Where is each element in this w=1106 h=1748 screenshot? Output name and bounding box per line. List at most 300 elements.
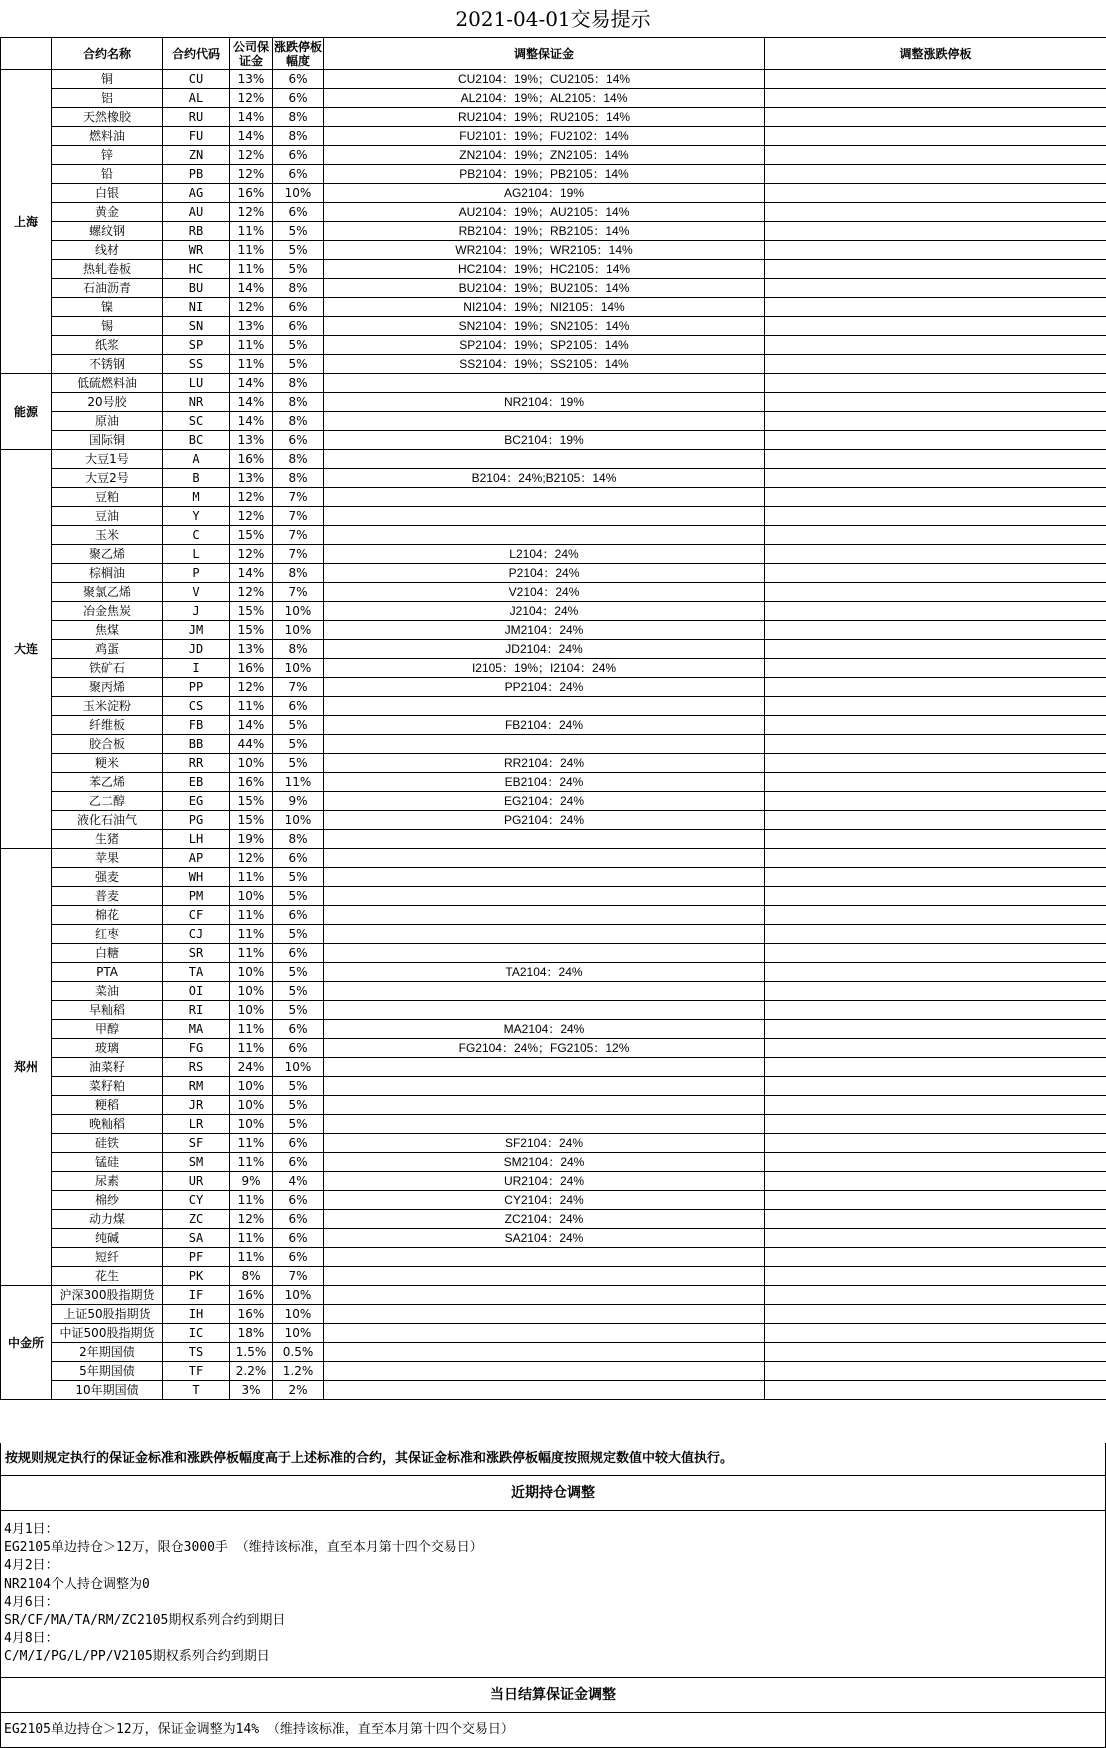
table-row [1, 298, 1106, 317]
margin-cell: 24% [230, 1058, 273, 1077]
contract-code-cell: BB [163, 735, 230, 754]
contract-name-cell: 短纤 [52, 1248, 163, 1267]
contract-name-cell: 豆油 [52, 507, 163, 526]
limit-cell: 8% [273, 127, 324, 146]
adjusted-limit-cell [765, 355, 1106, 374]
adjusted-limit-cell [765, 906, 1106, 925]
adjusted-margin-cell [324, 412, 765, 431]
contract-code-cell: WH [163, 868, 230, 887]
contract-code-cell: EB [163, 773, 230, 792]
adjusted-margin-cell [324, 1286, 765, 1305]
limit-cell: 5% [273, 355, 324, 374]
limit-cell: 8% [273, 374, 324, 393]
adjusted-margin-cell: PG2104：24% [324, 811, 765, 830]
table-row [1, 792, 1106, 811]
margin-cell: 12% [230, 89, 273, 108]
margin-cell: 10% [230, 754, 273, 773]
adjusted-limit-cell [765, 260, 1106, 279]
table-row [1, 1115, 1106, 1134]
table-row [1, 1286, 1106, 1305]
adjusted-margin-cell: AL2104：19%；AL2105：14% [324, 89, 765, 108]
limit-cell: 7% [273, 545, 324, 564]
adjusted-limit-cell [765, 279, 1106, 298]
limit-cell: 11% [273, 773, 324, 792]
adjusted-limit-cell [765, 1248, 1106, 1267]
adjusted-margin-cell: MA2104：24% [324, 1020, 765, 1039]
margin-cell: 11% [230, 1153, 273, 1172]
adjusted-limit-cell [765, 1077, 1106, 1096]
contract-code-cell: AP [163, 849, 230, 868]
contract-name-cell: 锰硅 [52, 1153, 163, 1172]
table-row [1, 887, 1106, 906]
contract-code-cell: TF [163, 1362, 230, 1381]
table-row [1, 564, 1106, 583]
adjusted-limit-cell [765, 1362, 1106, 1381]
adjusted-limit-cell [765, 488, 1106, 507]
contract-code-cell: L [163, 545, 230, 564]
notes-section [0, 1443, 1106, 1748]
contract-code-cell: P [163, 564, 230, 583]
contract-name-cell: 棉花 [52, 906, 163, 925]
margin-cell: 12% [230, 507, 273, 526]
adjusted-margin-cell [324, 1001, 765, 1020]
contract-name-cell: 聚乙烯 [52, 545, 163, 564]
table-row [1, 754, 1106, 773]
limit-cell: 5% [273, 716, 324, 735]
margin-cell: 13% [230, 431, 273, 450]
table-row [1, 1381, 1106, 1400]
header-company-margin: 公司保证金 [230, 38, 273, 70]
note-line: EG2105单边持仓＞12万，保证金调整为14% （维持该标准，直至本月第十四个交易日） [4, 1721, 1105, 1739]
contract-name-cell: 石油沥青 [52, 279, 163, 298]
adjusted-limit-cell [765, 108, 1106, 127]
limit-cell: 5% [273, 241, 324, 260]
table-row [1, 469, 1106, 488]
adjusted-margin-cell: I2105：19%；I2104：24% [324, 659, 765, 678]
adjusted-margin-cell [324, 1058, 765, 1077]
limit-cell: 8% [273, 469, 324, 488]
table-row [1, 1058, 1106, 1077]
exchange-cell: 郑州 [1, 849, 52, 1286]
margin-cell: 16% [230, 659, 273, 678]
margin-cell: 13% [230, 317, 273, 336]
table-row [1, 431, 1106, 450]
margin-cell: 11% [230, 1020, 273, 1039]
adjusted-margin-cell: L2104：24% [324, 545, 765, 564]
table-row [1, 697, 1106, 716]
exchange-cell: 大连 [1, 450, 52, 849]
adjusted-margin-cell: NI2104：19%；NI2105：14% [324, 298, 765, 317]
margin-cell: 12% [230, 1210, 273, 1229]
adjusted-limit-cell [765, 1096, 1106, 1115]
margin-cell: 44% [230, 735, 273, 754]
limit-cell: 10% [273, 659, 324, 678]
margin-cell: 2.2% [230, 1362, 273, 1381]
contract-name-cell: 沪深300股指期货 [52, 1286, 163, 1305]
contract-code-cell: V [163, 583, 230, 602]
table-row [1, 621, 1106, 640]
contract-code-cell: MA [163, 1020, 230, 1039]
contract-code-cell: I [163, 659, 230, 678]
adjusted-limit-cell [765, 393, 1106, 412]
table-row [1, 1305, 1106, 1324]
adjusted-limit-cell [765, 317, 1106, 336]
adjusted-margin-cell: AG2104：19% [324, 184, 765, 203]
adjusted-margin-cell: RU2104：19%；RU2105：14% [324, 108, 765, 127]
contract-code-cell: UR [163, 1172, 230, 1191]
table-row [1, 184, 1106, 203]
table-row [1, 260, 1106, 279]
adjusted-limit-cell [765, 944, 1106, 963]
contract-code-cell: CF [163, 906, 230, 925]
adjusted-margin-cell [324, 944, 765, 963]
margin-cell: 16% [230, 1305, 273, 1324]
adjusted-limit-cell [765, 830, 1106, 849]
margin-cell: 10% [230, 982, 273, 1001]
contract-code-cell: FB [163, 716, 230, 735]
limit-cell: 7% [273, 1267, 324, 1286]
limit-cell: 6% [273, 1248, 324, 1267]
table-row [1, 279, 1106, 298]
contract-code-cell: PF [163, 1248, 230, 1267]
adjusted-margin-cell [324, 868, 765, 887]
contract-name-cell: 花生 [52, 1267, 163, 1286]
table-row [1, 165, 1106, 184]
table-row [1, 678, 1106, 697]
contract-code-cell: B [163, 469, 230, 488]
adjusted-limit-cell [765, 298, 1106, 317]
margin-cell: 10% [230, 963, 273, 982]
margin-cell: 11% [230, 222, 273, 241]
contract-code-cell: RI [163, 1001, 230, 1020]
contract-code-cell: NR [163, 393, 230, 412]
table-row [1, 1001, 1106, 1020]
contract-code-cell: AU [163, 203, 230, 222]
margin-cell: 14% [230, 564, 273, 583]
limit-cell: 10% [273, 184, 324, 203]
contract-name-cell: 棕榈油 [52, 564, 163, 583]
contract-code-cell: M [163, 488, 230, 507]
adjusted-limit-cell [765, 754, 1106, 773]
contract-code-cell: AG [163, 184, 230, 203]
table-row [1, 393, 1106, 412]
adjusted-margin-cell: FB2104：24% [324, 716, 765, 735]
limit-cell: 6% [273, 89, 324, 108]
adjusted-limit-cell [765, 450, 1106, 469]
table-row [1, 868, 1106, 887]
table-row [1, 773, 1106, 792]
adjusted-limit-cell [765, 697, 1106, 716]
margin-cell: 3% [230, 1381, 273, 1400]
margin-cell: 10% [230, 887, 273, 906]
contract-code-cell: PM [163, 887, 230, 906]
table-row [1, 412, 1106, 431]
adjusted-limit-cell [765, 773, 1106, 792]
margin-cell: 12% [230, 545, 273, 564]
margin-cell: 10% [230, 1077, 273, 1096]
margin-cell: 11% [230, 1134, 273, 1153]
table-row [1, 108, 1106, 127]
adjusted-limit-cell [765, 336, 1106, 355]
contract-code-cell: SM [163, 1153, 230, 1172]
limit-cell: 10% [273, 1324, 324, 1343]
adjusted-limit-cell [765, 1305, 1106, 1324]
contract-code-cell: RM [163, 1077, 230, 1096]
limit-cell: 6% [273, 70, 324, 89]
adjusted-margin-cell: PP2104：24% [324, 678, 765, 697]
margin-cell: 16% [230, 184, 273, 203]
adjusted-limit-cell [765, 1324, 1106, 1343]
adjusted-margin-cell [324, 925, 765, 944]
margin-cell: 11% [230, 1248, 273, 1267]
contract-name-cell: 聚氯乙烯 [52, 583, 163, 602]
margin-cell: 11% [230, 1191, 273, 1210]
limit-cell: 0.5% [273, 1343, 324, 1362]
adjusted-limit-cell [765, 374, 1106, 393]
margin-cell: 13% [230, 469, 273, 488]
limit-cell: 6% [273, 1039, 324, 1058]
adjusted-limit-cell [765, 1343, 1106, 1362]
note-line: 4月8日： [4, 1630, 1105, 1648]
limit-cell: 8% [273, 279, 324, 298]
limit-cell: 10% [273, 1058, 324, 1077]
contract-name-cell: 锌 [52, 146, 163, 165]
contract-code-cell: SS [163, 355, 230, 374]
contract-code-cell: NI [163, 298, 230, 317]
margin-cell: 15% [230, 792, 273, 811]
table-row [1, 1172, 1106, 1191]
adjusted-margin-cell [324, 526, 765, 545]
contract-name-cell: 普麦 [52, 887, 163, 906]
margin-cell: 19% [230, 830, 273, 849]
table-row [1, 830, 1106, 849]
limit-cell: 5% [273, 1077, 324, 1096]
contract-name-cell: 纤维板 [52, 716, 163, 735]
contract-name-cell: 强麦 [52, 868, 163, 887]
limit-cell: 4% [273, 1172, 324, 1191]
margin-cell: 10% [230, 1096, 273, 1115]
limit-cell: 10% [273, 1286, 324, 1305]
table-row [1, 982, 1106, 1001]
contract-name-cell: 乙二醇 [52, 792, 163, 811]
contract-name-cell: 粳米 [52, 754, 163, 773]
note-line: EG2105单边持仓＞12万，限仓3000手 （维持该标准，直至本月第十四个交易日） [4, 1539, 1105, 1557]
contract-name-cell: 早籼稻 [52, 1001, 163, 1020]
contract-name-cell: 白银 [52, 184, 163, 203]
table-row [1, 355, 1106, 374]
contract-name-cell: 液化石油气 [52, 811, 163, 830]
limit-cell: 5% [273, 925, 324, 944]
exchange-cell: 能源 [1, 374, 52, 450]
margin-cell: 11% [230, 336, 273, 355]
note-line: NR2104个人持仓调整为0 [4, 1576, 1105, 1594]
adjusted-limit-cell [765, 887, 1106, 906]
margin-cell: 13% [230, 70, 273, 89]
adjusted-margin-cell: CY2104：24% [324, 1191, 765, 1210]
table-row [1, 1096, 1106, 1115]
contract-name-cell: 10年期国债 [52, 1381, 163, 1400]
limit-cell: 7% [273, 488, 324, 507]
limit-cell: 5% [273, 887, 324, 906]
contract-name-cell: 铝 [52, 89, 163, 108]
limit-cell: 5% [273, 260, 324, 279]
adjusted-limit-cell [765, 507, 1106, 526]
contract-code-cell: RU [163, 108, 230, 127]
adjusted-limit-cell [765, 241, 1106, 260]
adjusted-margin-cell: P2104：24% [324, 564, 765, 583]
margin-cell: 12% [230, 203, 273, 222]
adjusted-limit-cell [765, 849, 1106, 868]
adjusted-margin-cell: BC2104：19% [324, 431, 765, 450]
margin-cell: 8% [230, 1267, 273, 1286]
adjusted-margin-cell: J2104：24% [324, 602, 765, 621]
margin-cell: 14% [230, 108, 273, 127]
table-row [1, 374, 1106, 393]
table-body [1, 70, 1106, 1400]
contract-name-cell: 线材 [52, 241, 163, 260]
contract-code-cell: FG [163, 1039, 230, 1058]
exchange-cell: 上海 [1, 70, 52, 374]
contract-code-cell: JD [163, 640, 230, 659]
limit-cell: 5% [273, 222, 324, 241]
settlement-adjust-body [1, 1713, 1105, 1747]
margin-cell: 11% [230, 1229, 273, 1248]
header-contract-code: 合约代码 [163, 38, 230, 70]
contract-code-cell: AL [163, 89, 230, 108]
margin-cell: 16% [230, 1286, 273, 1305]
adjusted-margin-cell: SF2104：24% [324, 1134, 765, 1153]
rule-note: 按规则规定执行的保证金标准和涨跌停板幅度高于上述标准的合约，其保证金标准和涨跌停板幅度按照规定数值中较大值执行。 [1, 1443, 1105, 1476]
contract-name-cell: 原油 [52, 412, 163, 431]
adjusted-margin-cell: SS2104：19%；SS2105：14% [324, 355, 765, 374]
margin-cell: 11% [230, 241, 273, 260]
adjusted-limit-cell [765, 1020, 1106, 1039]
limit-cell: 5% [273, 868, 324, 887]
contract-code-cell: PP [163, 678, 230, 697]
contract-code-cell: SA [163, 1229, 230, 1248]
limit-cell: 6% [273, 906, 324, 925]
table-row [1, 1153, 1106, 1172]
adjusted-limit-cell [765, 545, 1106, 564]
adjusted-limit-cell [765, 1229, 1106, 1248]
adjusted-margin-cell [324, 1305, 765, 1324]
adjusted-limit-cell [765, 222, 1106, 241]
adjusted-limit-cell [765, 811, 1106, 830]
adjusted-margin-cell: UR2104：24% [324, 1172, 765, 1191]
contract-code-cell: FU [163, 127, 230, 146]
adjusted-limit-cell [765, 735, 1106, 754]
contract-name-cell: 2年期国债 [52, 1343, 163, 1362]
contract-code-cell: SP [163, 336, 230, 355]
table-row [1, 716, 1106, 735]
margin-cell: 12% [230, 488, 273, 507]
contract-code-cell: HC [163, 260, 230, 279]
table-row [1, 811, 1106, 830]
table-row [1, 1343, 1106, 1362]
table-row [1, 241, 1106, 260]
contract-name-cell: 棉纱 [52, 1191, 163, 1210]
contract-code-cell: C [163, 526, 230, 545]
contract-name-cell: PTA [52, 963, 163, 982]
table-row [1, 1362, 1106, 1381]
contract-code-cell: ZN [163, 146, 230, 165]
contract-name-cell: 国际铜 [52, 431, 163, 450]
adjusted-margin-cell: EB2104：24% [324, 773, 765, 792]
margin-cell: 13% [230, 640, 273, 659]
contract-code-cell: CJ [163, 925, 230, 944]
adjusted-limit-cell [765, 1115, 1106, 1134]
adjusted-margin-cell: WR2104：19%；WR2105：14% [324, 241, 765, 260]
margin-cell: 11% [230, 697, 273, 716]
limit-cell: 6% [273, 1191, 324, 1210]
table-row [1, 526, 1106, 545]
contract-name-cell: 螺纹钢 [52, 222, 163, 241]
contract-name-cell: 20号胶 [52, 393, 163, 412]
contract-name-cell: 低硫燃料油 [52, 374, 163, 393]
adjusted-margin-cell: EG2104：24% [324, 792, 765, 811]
adjusted-margin-cell [324, 697, 765, 716]
adjusted-margin-cell: SP2104：19%；SP2105：14% [324, 336, 765, 355]
limit-cell: 6% [273, 849, 324, 868]
adjusted-limit-cell [765, 564, 1106, 583]
contract-name-cell: 铅 [52, 165, 163, 184]
adjusted-limit-cell [765, 1210, 1106, 1229]
contract-name-cell: 晚籼稻 [52, 1115, 163, 1134]
margin-cell: 11% [230, 260, 273, 279]
margin-cell: 15% [230, 621, 273, 640]
contract-code-cell: T [163, 1381, 230, 1400]
limit-cell: 8% [273, 108, 324, 127]
table-row [1, 1134, 1106, 1153]
margin-cell: 11% [230, 355, 273, 374]
margin-cell: 12% [230, 146, 273, 165]
adjusted-limit-cell [765, 982, 1106, 1001]
contract-name-cell: 锡 [52, 317, 163, 336]
contract-name-cell: 大豆1号 [52, 450, 163, 469]
table-row [1, 1229, 1106, 1248]
limit-cell: 5% [273, 1001, 324, 1020]
contract-name-cell: 纸浆 [52, 336, 163, 355]
adjusted-margin-cell: RR2104：24% [324, 754, 765, 773]
adjusted-margin-cell: HC2104：19%；HC2105：14% [324, 260, 765, 279]
limit-cell: 6% [273, 1153, 324, 1172]
limit-cell: 1.2% [273, 1362, 324, 1381]
margin-cell: 16% [230, 450, 273, 469]
table-row [1, 602, 1106, 621]
limit-cell: 2% [273, 1381, 324, 1400]
contract-name-cell: 冶金焦炭 [52, 602, 163, 621]
adjusted-margin-cell [324, 507, 765, 526]
limit-cell: 5% [273, 735, 324, 754]
contract-name-cell: 豆粕 [52, 488, 163, 507]
exchange-cell: 中金所 [1, 1286, 52, 1400]
contract-name-cell: 甲醇 [52, 1020, 163, 1039]
contract-name-cell: 玻璃 [52, 1039, 163, 1058]
margin-cell: 14% [230, 716, 273, 735]
contract-code-cell: RR [163, 754, 230, 773]
contract-code-cell: LH [163, 830, 230, 849]
table-row [1, 849, 1106, 868]
adjusted-margin-cell: ZC2104：24% [324, 1210, 765, 1229]
contract-name-cell: 硅铁 [52, 1134, 163, 1153]
contract-code-cell: WR [163, 241, 230, 260]
table-row [1, 1020, 1106, 1039]
table-row [1, 1267, 1106, 1286]
adjusted-limit-cell [765, 1267, 1106, 1286]
limit-cell: 10% [273, 811, 324, 830]
table-row [1, 507, 1106, 526]
limit-cell: 6% [273, 944, 324, 963]
